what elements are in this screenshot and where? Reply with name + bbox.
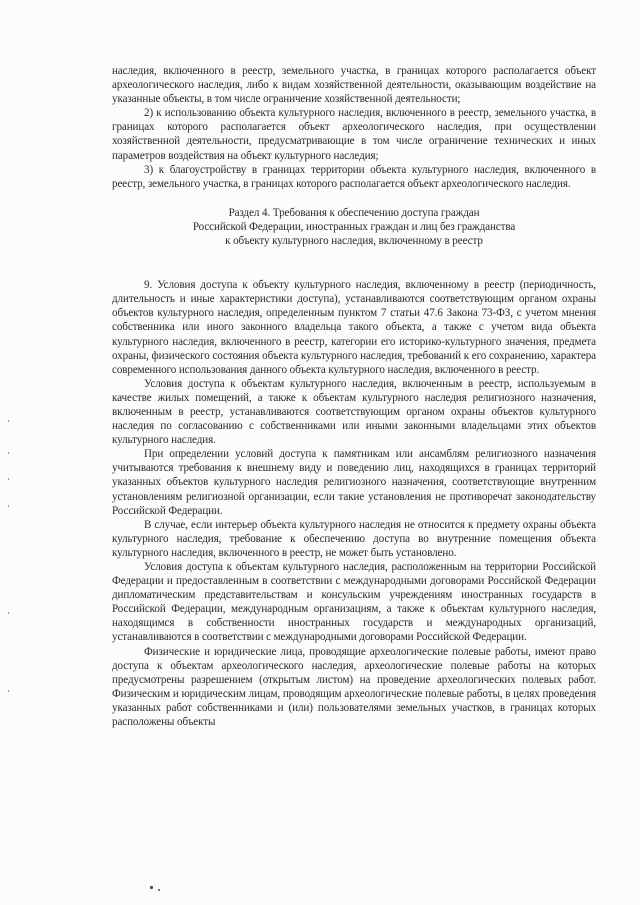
paragraph-diplomatic: Условия доступа к объектам культурного наследия, расположенным на территории Российской Федерации и предоставленным в соответствии с международными договорами Российской Федерации дипломатическим представительствам и консульским учреждениям иностранных государств в Российской Федерации, международным организациям, а также к объектам культурного наследия, находящимся в собственности иностранных государств и международных организаций, устанавливаются в соответствии с международными договорами Российской Федерации.: [112, 561, 596, 644]
section-heading-line-1: Раздел 4. Требования к обеспечению доступа граждан: [228, 206, 480, 219]
section-heading: [112, 206, 596, 248]
scan-speck: [158, 889, 160, 891]
scan-speck: [150, 886, 153, 889]
paragraph-religious-requirements: При определении условий доступа к памятникам или ансамблям религиозного назначения учитываются требования к внешнему виду и поведению лиц, находящихся в границах территорий указанных объектов культурного наследия религиозного назначения, соответствующие внутренним установлениям религиозной организации, если такие установления не противоречат законодательству Российской Федерации.: [112, 448, 596, 517]
paragraph-residential-religious: Условия доступа к объектам культурного наследия, включенным в реестр, используемым в качестве жилых помещений, а также к объектам культурного наследия религиозного назначения, включенным в реестр, устанавливаются соответствующим органом охраны объектов культурного наследия по согласованию с собственниками или иными законными владельцами этих объектов культурного наследия.: [112, 377, 596, 447]
binding-margin-marks: [8, 0, 10, 905]
paragraph-continuation: наследия, включенного в реестр, земельного участка, в границах которого располагается объект археологического наследия, либо к видам хозяйственной деятельности, оказывающим воздействие на указанные объекты, в том числе ограничение хозяйственной деятельности;: [112, 65, 596, 106]
paragraph-interior: В случае, если интерьер объекта культурного наследия не относится к предмету охраны объекта культурного наследия, требование к обеспечению доступа во внутренние помещения объекта культурного наследия, включенного в реестр, не может быть установлено.: [112, 518, 596, 559]
section-heading-line-2: Российской Федерации, иностранных граждан и лиц без гражданства: [192, 220, 516, 233]
paragraph-item-3: 3) к благоустройству в границах территории объекта культурного наследия, включенного в реестр, земельного участка, в границах которого располагается объект археологического наследия.: [112, 163, 596, 190]
paragraph-item-2: 2) к использованию объекта культурного наследия, включенного в реестр, земельного участка, в границах которого располагается объект археологического наследия, при осуществлении хозяйственной деятельности, предусматривающие в том числе ограничение технических и иных параметров воздействия на объект культурного наследия;: [112, 107, 596, 162]
paragraph-clause-9: 9. Условия доступа к объекту культурного наследия, включенному в реестр (периодичность, длительность и иные характеристики доступа), устанавливаются соответствующим органом охраны объектов культурного наследия, определенным пунктом 7 статьи 47.6 Закона 73-ФЗ, с учетом мнения собственника или иного законного владельца такого объекта, а также с учетом вида объекта культурного наследия, включенного в реестр, категории его историко-культурного значения, предмета охраны, физического состояния объекта культурного наследия, требований к его сохранению, характера современного использования данного объекта культурного наследия, включенного в реестр.: [112, 279, 596, 376]
paragraph-archaeological: Физические и юридические лица, проводящие археологические полевые работы, имеют право доступа к объектам археологического наследия, археологические полевые работы на которых предусмотрены разрешением (открытым листом) на проведение археологических полевых работ. Физическим и юридическим лицам, проводящим археологические полевые работы, в целях проведения указанных работ собственниками и (или) пользователями земельных участков, в границах которых расположены объекты: [112, 645, 596, 729]
section-heading-line-3: к объекту культурного наследия, включенному в реестр: [225, 235, 483, 248]
document-body: [112, 64, 596, 729]
